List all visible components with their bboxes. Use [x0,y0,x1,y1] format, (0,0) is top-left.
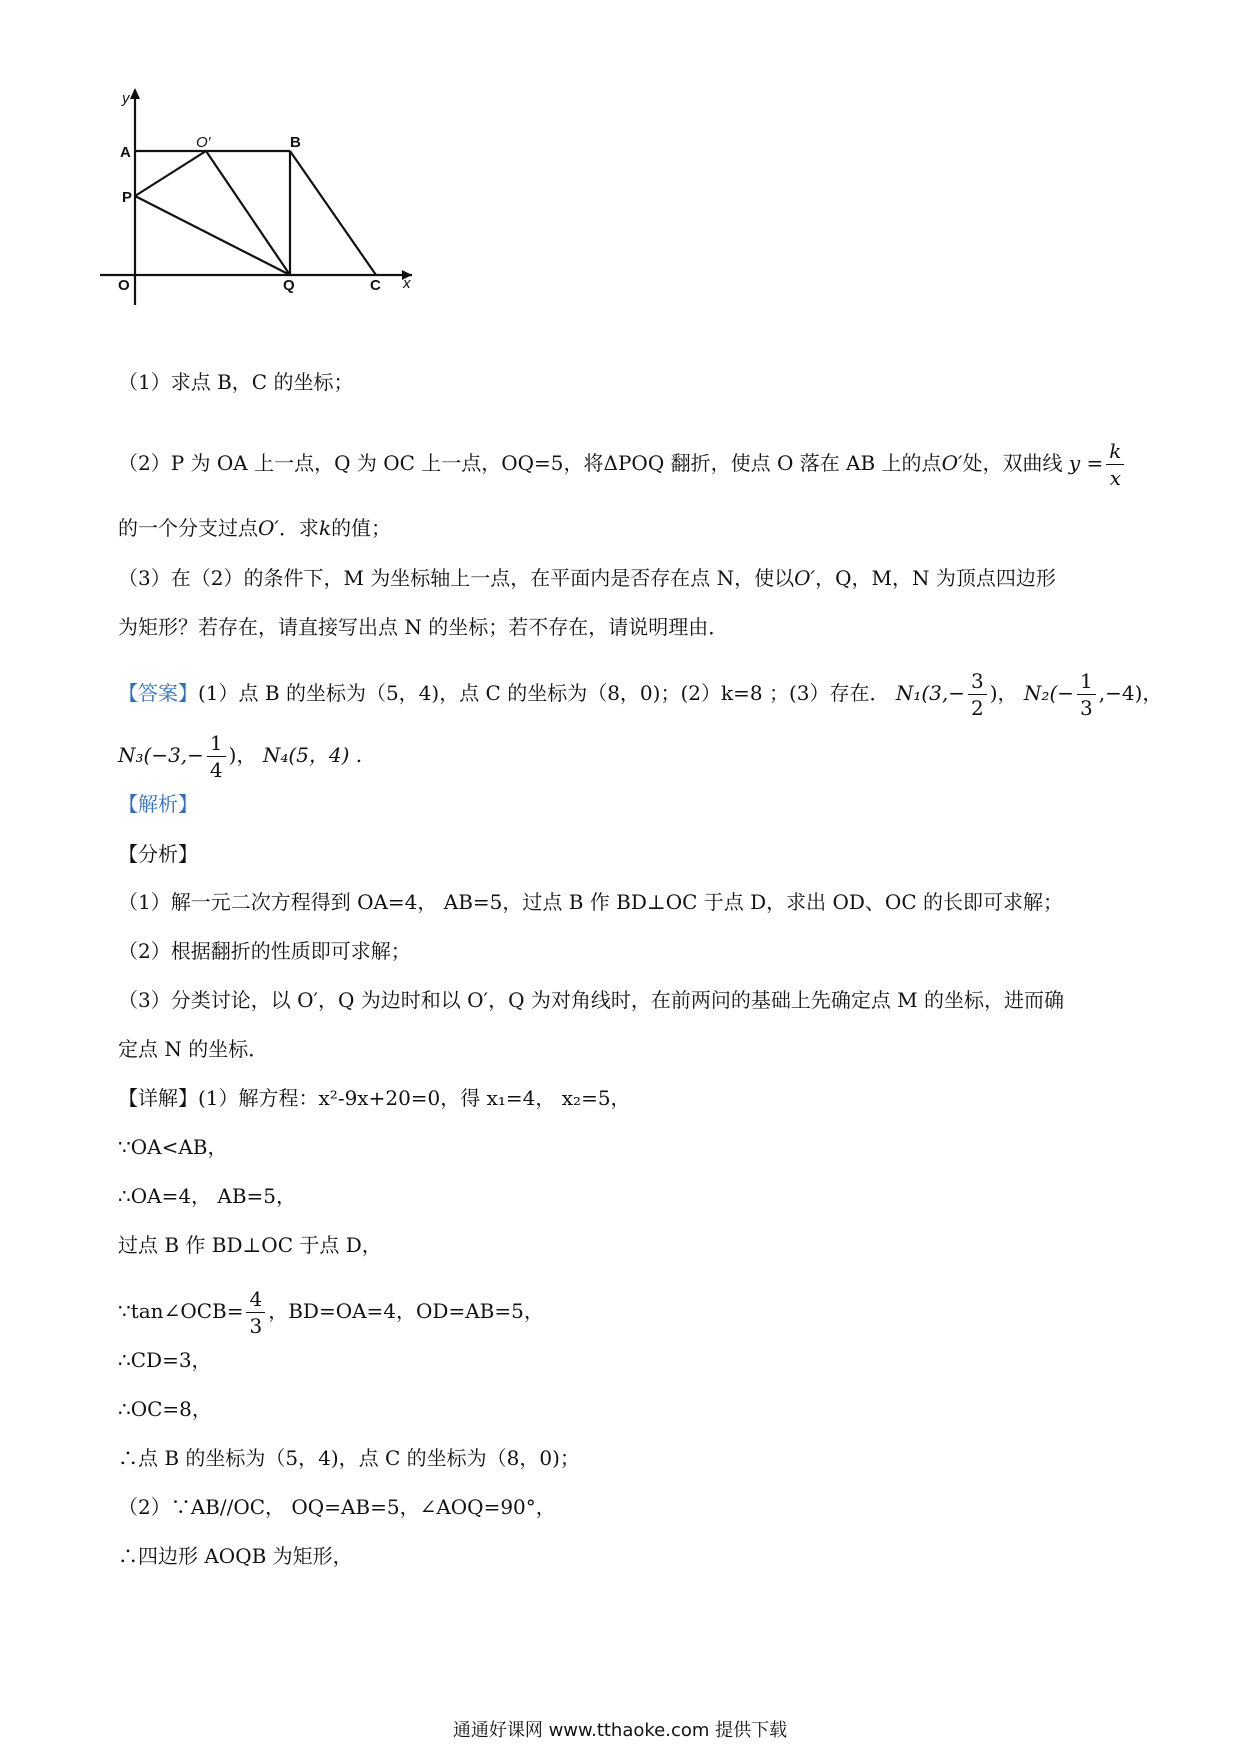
analysis-line-2: （2）根据翻折的性质即可求解； [118,939,411,963]
label-A: A [120,144,131,161]
fraction-k-over-x: $\frac{k}{x}$ [1106,438,1124,491]
label-B: B [290,134,301,151]
label-O: O [118,277,130,294]
segment-PO-prime [135,151,206,196]
coordinate-figure [100,85,480,345]
detail-line-8: ∴点 B 的坐标为（5，4)，点 C 的坐标为（8，0)； [118,1446,580,1470]
detail-line-1: 【详解】(1）解方程：x²-9x+20=0，得 x₁=4， x₂=5， [118,1086,631,1110]
question-2-line-2: 的一个分支过点O′．求k的值； [118,516,392,540]
question-2-line-1: （2）P 为 OA 上一点，Q 为 OC 上一点，OQ=5，将ΔPOQ 翻折，使点 O 落在 AB 上的点O′处，双曲线 y = $\frac{k}{x}$ [118,438,1127,491]
y-axis-arrow [130,88,140,99]
analysis-line-4: 定点 N 的坐标． [118,1037,269,1061]
footer-watermark: 通通好课网 www.tthaoke.com 提供下载 [452,1720,788,1741]
label-y: y [122,90,130,107]
segment-O-prime-Q [206,151,290,275]
detail-line-9: （2）∵AB//OC， OQ=AB=5，∠AOQ=90°， [118,1495,556,1519]
label-x: x [403,275,411,292]
answer-tag: 【答案】 [118,681,198,705]
question-3-line-2: 为矩形？若存在，请直接写出点 N 的坐标；若不存在，请说明理由． [118,615,729,639]
fenxi-tag: 【分析】 [118,842,198,866]
segment-PQ [135,196,290,275]
detail-line-5: ∵tan∠OCB= $\frac{4}{3}$ ，BD=OA=4，OD=AB=5， [118,1287,544,1338]
label-O-prime: O′ [196,134,211,151]
detail-line-10: ∴四边形 AOQB 为矩形， [118,1544,353,1568]
label-C: C [370,277,381,294]
detail-line-7: ∴OC=8， [118,1397,212,1421]
question-1: （1）求点 B，C 的坐标； [118,370,354,394]
analysis-line-3: （3）分类讨论，以 O′，Q 为边时和以 O′，Q 为对角线时，在前两问的基础上先确定点 M 的坐标，进而确 [118,988,1065,1012]
question-3-line-1: （3）在（2）的条件下，M 为坐标轴上一点，在平面内是否存在点 N，使以O′，Q，M，N 为顶点四边形 [118,566,1056,590]
detail-line-6: ∴CD=3， [118,1348,212,1372]
segment-BC [290,151,376,275]
analysis-line-1: （1）解一元二次方程得到 OA=4， AB=5，过点 B 作 BD⊥OC 于点 D，求出 OD、OC 的长即可求解； [118,890,1063,914]
detail-line-3: ∴OA=4， AB=5， [118,1184,297,1208]
answer-line-1: 【答案】(1）点 B 的坐标为（5，4)，点 C 的坐标为（8，0)；(2）k=8 ；(3）存在． N₁(3,− $\frac{3}{2}$ )， N₂(− $\frac{1}{3}$ ,−4)， [118,669,1163,720]
detail-line-2: ∵OA<AB， [118,1135,228,1159]
answer-line-2: N₃(−3,− $\frac{1}{4}$ )， N₄(5，4) . [118,731,363,782]
label-P: P [122,189,133,206]
jiexi-tag: 【解析】 [118,792,198,816]
label-Q: Q [283,277,295,294]
detail-line-4: 过点 B 作 BD⊥OC 于点 D， [118,1233,382,1257]
